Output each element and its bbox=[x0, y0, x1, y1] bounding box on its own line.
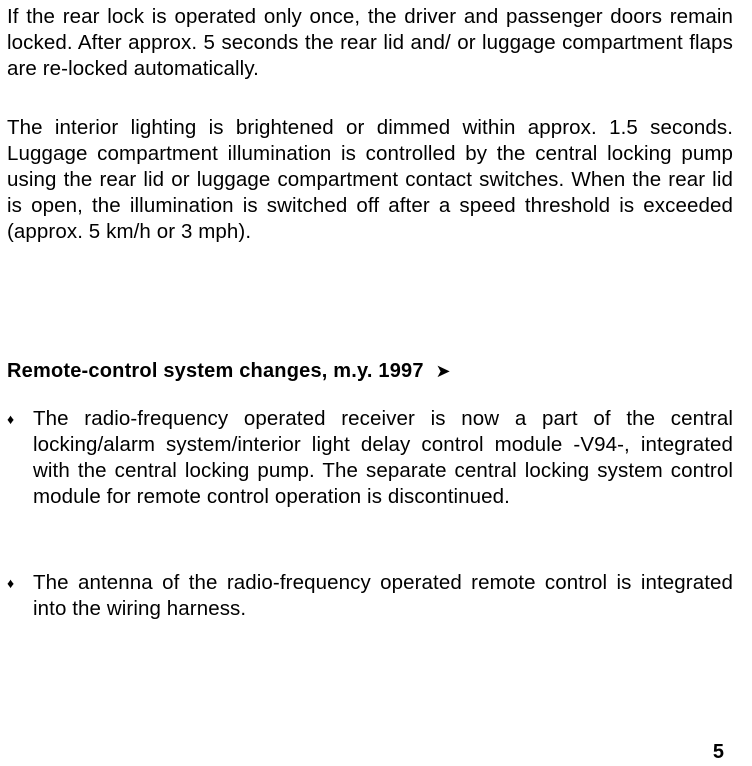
list-item-text: The antenna of the radio-frequency operated remote control is integrated into the wiring harness. bbox=[33, 571, 733, 620]
diamond-bullet-icon: ♦ bbox=[7, 575, 15, 591]
section-heading bbox=[7, 358, 451, 384]
paragraph-interior-lighting: The interior lighting is brightened or dimmed within approx. 1.5 seconds. Luggage compartment illumination is controlled by the central locking pump using the rear lid or luggage compartment contact switches. When the rear lid is open, the illumination is switched off after a speed threshold is exceeded (approx. 5 km/h or 3 mph). bbox=[7, 116, 733, 243]
section-heading-text: Remote-control system changes, m.y. 1997 bbox=[7, 360, 424, 382]
list-item bbox=[7, 406, 733, 510]
arrow-right-icon: ➤ bbox=[435, 361, 451, 381]
page-number: 5 bbox=[712, 741, 724, 763]
list-item bbox=[7, 570, 733, 622]
list-item-text: The radio-frequency operated receiver is now a part of the central locking/alarm system/interior light delay control module -V94-, integrated with the central locking pump. The separate central locking system control module for remote control operation is discontinued. bbox=[33, 407, 733, 508]
paragraph-rear-lock: If the rear lock is operated only once, the driver and passenger doors remain locked. After approx. 5 seconds the rear lid and/ or luggage compartment flaps are re-locked automatically. bbox=[7, 5, 733, 80]
diamond-bullet-icon: ♦ bbox=[7, 411, 15, 427]
